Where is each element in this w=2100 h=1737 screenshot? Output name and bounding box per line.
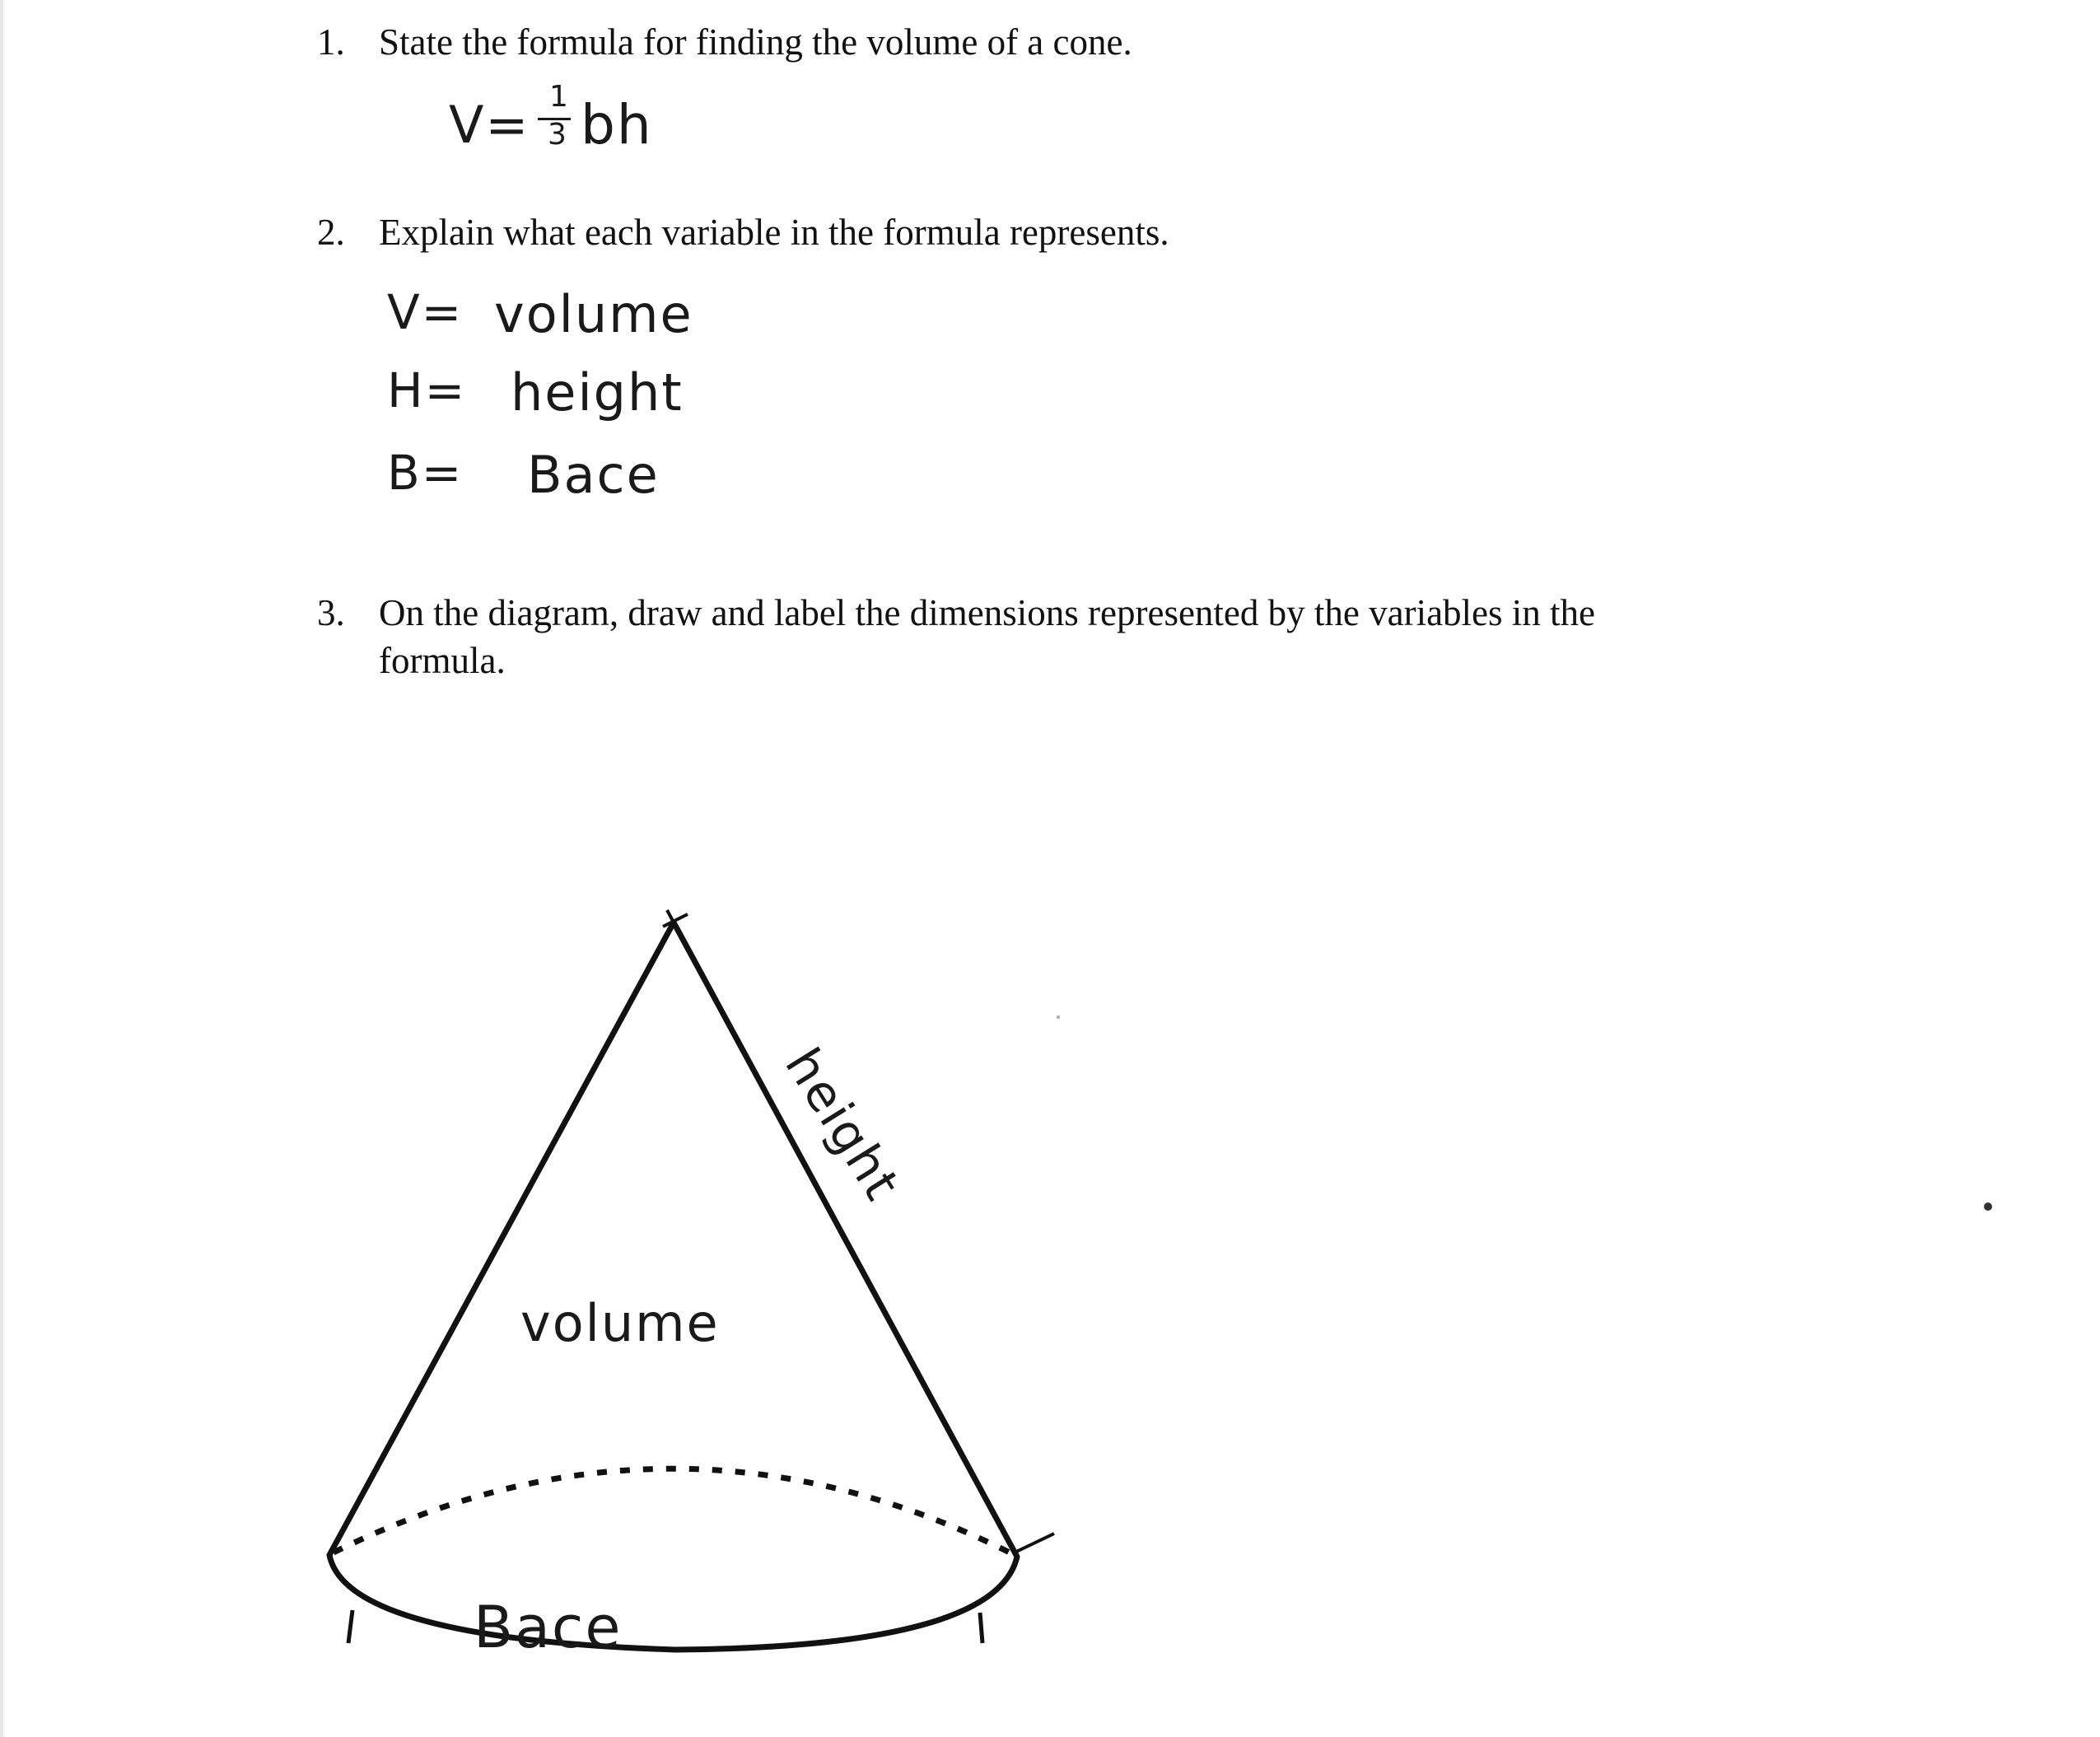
- variable-meaning: volume: [494, 284, 693, 344]
- variable-meaning: Bace: [527, 445, 660, 505]
- diagram-label-volume: volume: [520, 1293, 720, 1353]
- question-3-text-line2: formula.: [379, 640, 506, 681]
- question-2-text: Explain what each variable in the formula represents.: [379, 212, 1169, 253]
- variable-label: H=: [387, 362, 467, 418]
- base-tick-side: [1015, 1534, 1054, 1553]
- formula-numerator: 1: [549, 80, 570, 114]
- base-tick-left: [348, 1610, 352, 1643]
- question-3-number: 3.: [317, 592, 345, 633]
- scan-speck: [1057, 1016, 1060, 1019]
- variable-meaning: height: [511, 362, 684, 423]
- formula-lhs: V=: [449, 95, 530, 155]
- diagram-label-base: Bace: [474, 1594, 623, 1661]
- cone-right-side: [674, 922, 1017, 1557]
- variable-label: B=: [387, 445, 464, 501]
- question-3-text: On the diagram, draw and label the dimensions represented by the variables in the: [379, 592, 1596, 633]
- scan-speck: [1984, 1202, 1992, 1211]
- question-1-number: 1.: [317, 21, 345, 63]
- formula-denominator: 3: [548, 118, 568, 152]
- variable-label: V=: [387, 284, 464, 340]
- diagram-label-height: height: [773, 1038, 912, 1212]
- question-2-number: 2.: [317, 212, 345, 253]
- base-tick-right: [980, 1613, 982, 1643]
- cone-left-side: [329, 922, 674, 1555]
- question-1-text: State the formula for finding the volume of a cone.: [379, 21, 1132, 63]
- base-front-edge: [329, 1555, 1017, 1650]
- formula-rhs: bh: [581, 93, 653, 156]
- base-back-dashed: [334, 1469, 1015, 1555]
